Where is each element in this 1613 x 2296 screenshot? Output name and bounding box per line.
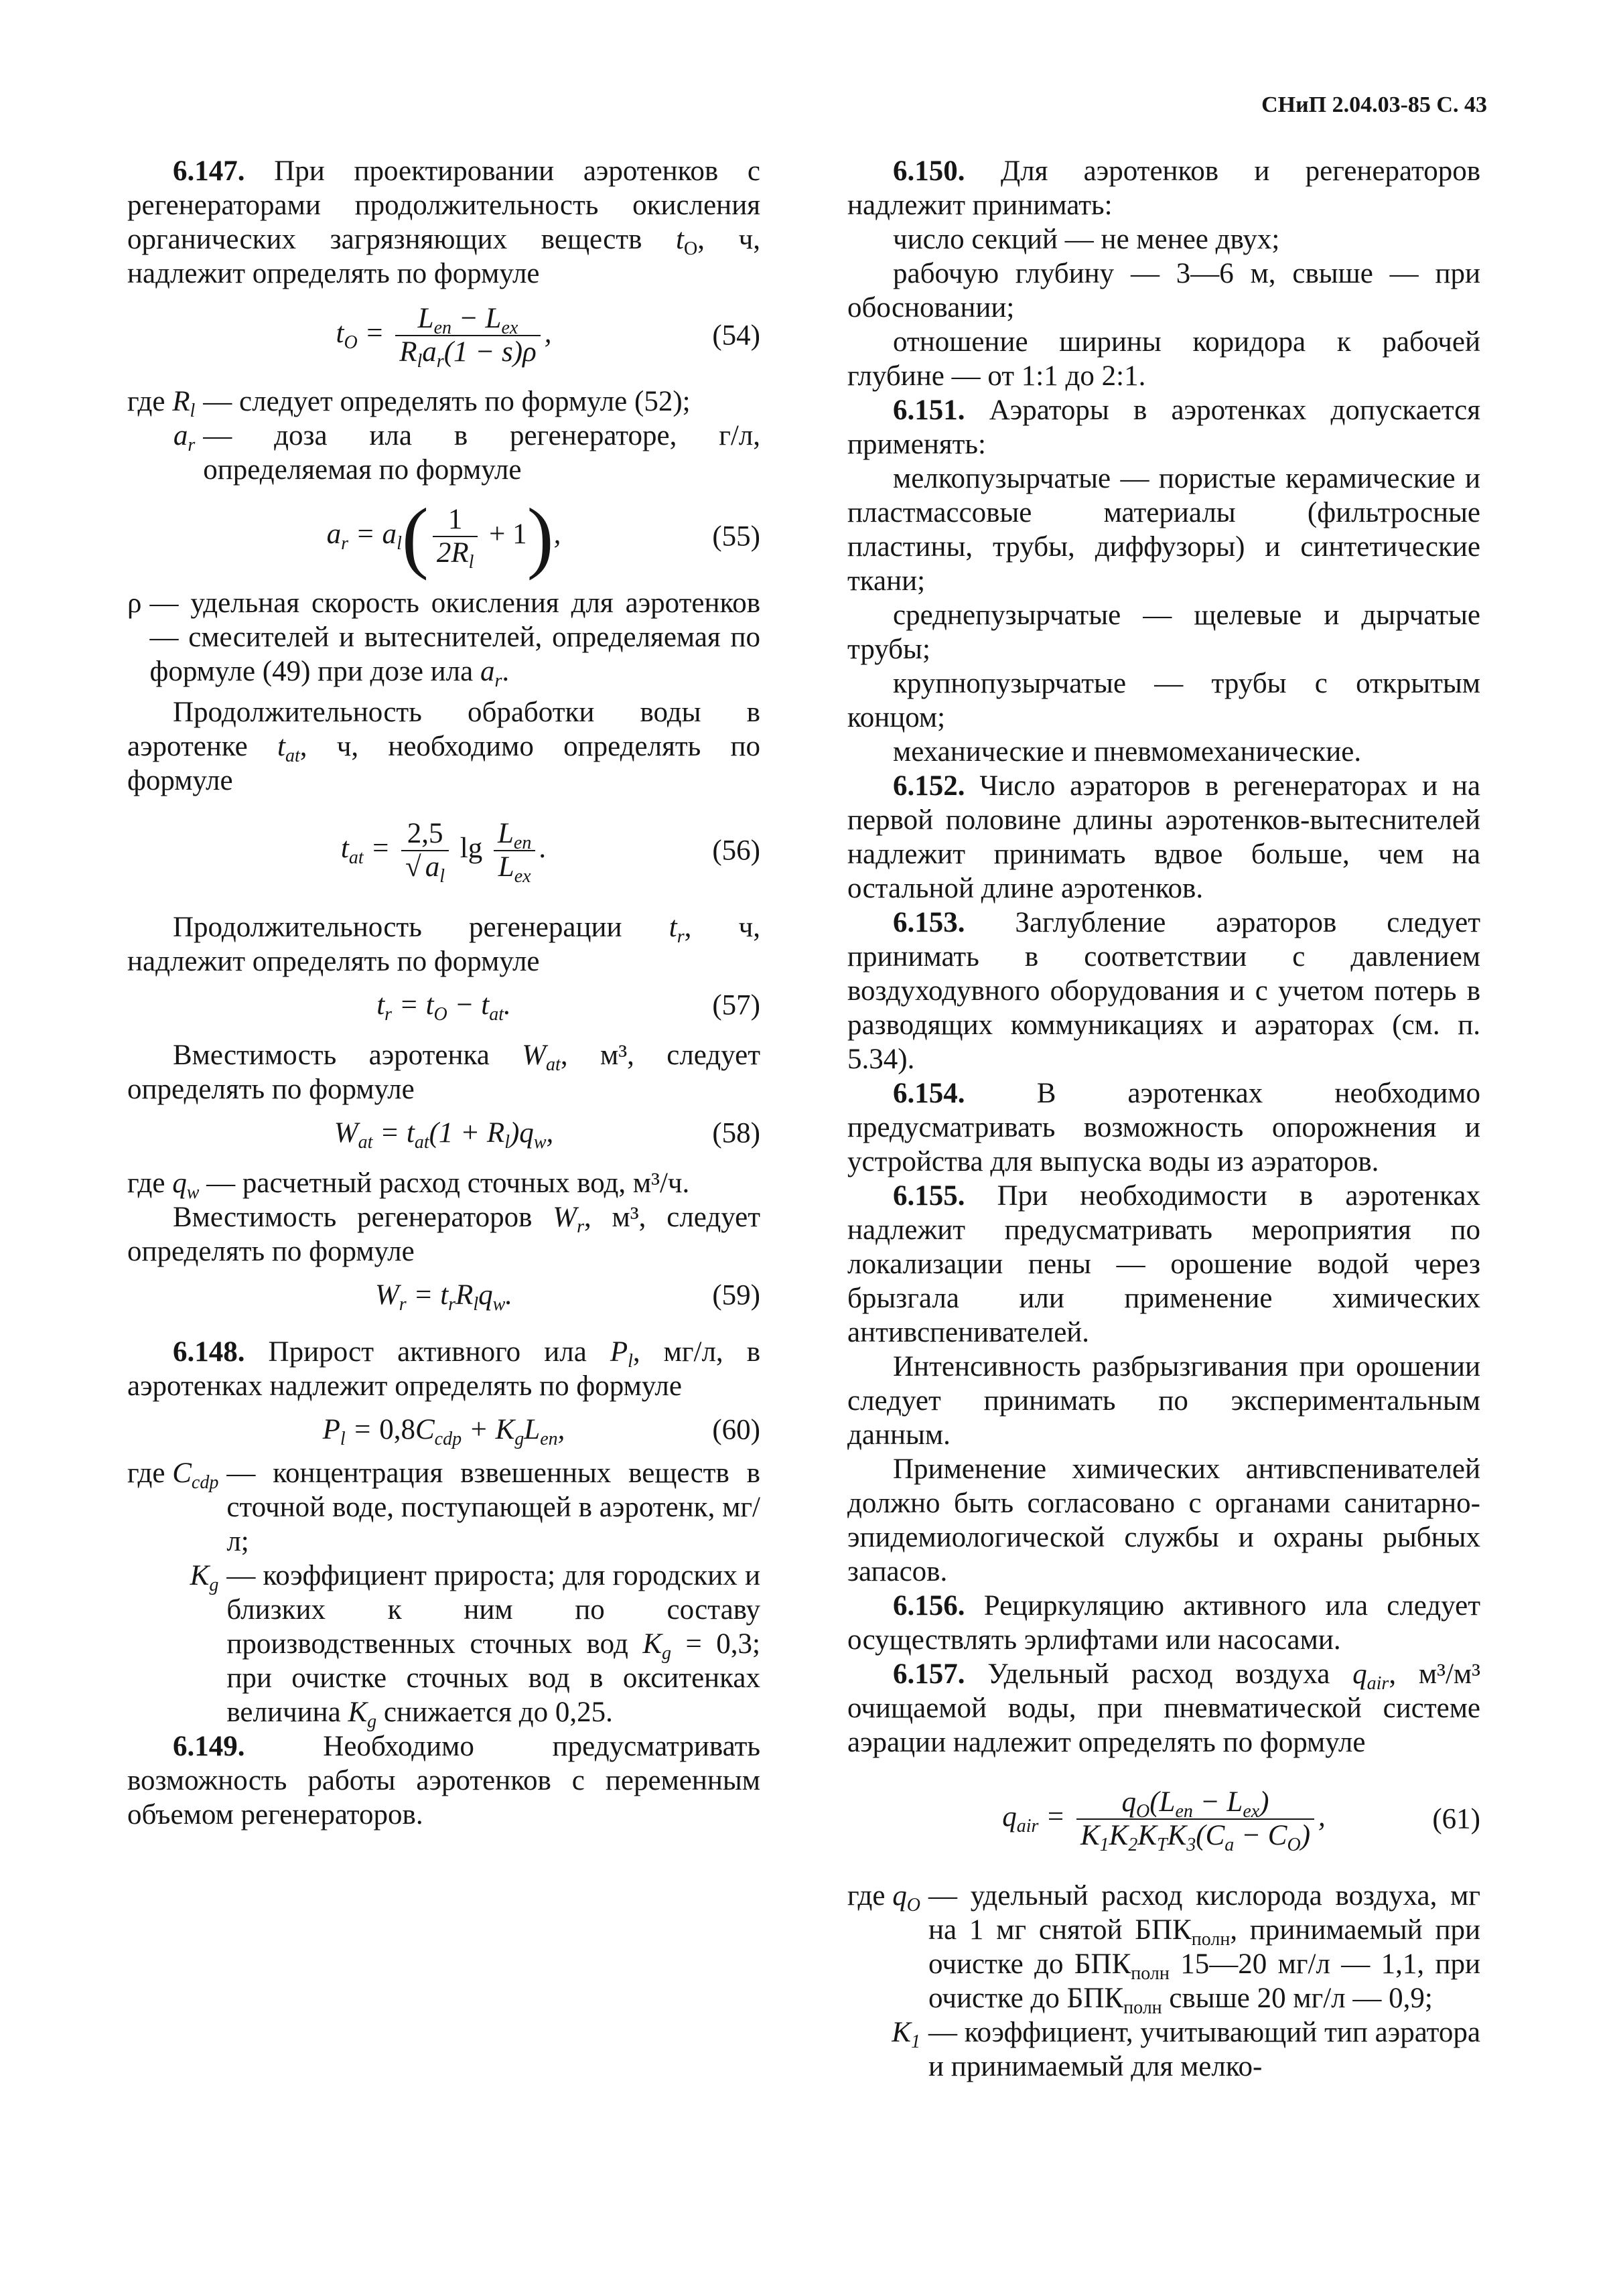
formula-55: $a_r = a_l$( $\frac{1}{2R_l}$ + 1), (55) <box>326 492 760 581</box>
paragraph-6-151: 6.151. Аэраторы в аэротенках допускается применять: <box>847 394 1481 460</box>
paragraph-6-155-c: Применение химических антивспенивателей должно быть согласовано с органами санитарно-эпидемиологической службы и охраны рыбных запасов. <box>847 1453 1480 1587</box>
paragraph-6-150: 6.150. Для аэротенков и регенераторов надлежит принимать: <box>847 155 1481 221</box>
left-column <box>127 154 760 1832</box>
definitions-54: где $R_l$ — следует определять по формуле (52); $a_r$ — доза ила в регенераторе, г/л, определяемая по формуле <box>127 386 760 486</box>
paragraph-6-152: 6.152. Число аэраторов в регенераторах и на первой половине длины аэротенков-вытеснителей надлежит принимать вдвое больше, чем на остальной длине аэротенков. <box>847 770 1481 904</box>
definitions-55: ρ — удельная скорость окисления для аэротенков — смесителей и вытеснителей, определяемая по формуле (49) при дозе ила $a_r$. <box>127 587 760 691</box>
formula-58: $W_{at} = t_{at}(1 + R_l)q_w$, (58) <box>334 1117 760 1153</box>
paragraph-tr: Продолжительность регенерации $t_r$, ч, надлежит определять по формуле <box>127 912 761 977</box>
formula-57: $t_r = t_O - t_{at}$. (57) <box>376 989 760 1025</box>
list-item: отношение ширины коридора к рабочей глубине — от 1:1 до 2:1. <box>847 326 1480 392</box>
definitions-60: где $C_{cdp}$ — концентрация взвешенных веществ в сточной воде, поступающей в аэротенк, мг/л; $K_g$ — коэффициент прироста; для городских и близких к ним по составу производственных сточных вод $K_g = 0,3$; при очистке сточных вод в окситенках величина $K_g$ снижается до 0,25. <box>127 1457 760 1732</box>
definitions-61: где $q_O$ — удельный расход кислорода воздуха, мг на 1 мг снятой $БПК_{полн}$, принимаемый при очистке до $БПК_{полн}$ 15—20 мг/л — 1,1, при очистке до $БПК_{полн}$ свыше 20 мг/л — 0,9; $K_1$ — коэффициент, учитывающий тип аэратора и принимаемый для мелко- <box>847 1880 1481 2082</box>
right-column <box>847 154 1480 2084</box>
formula-60: $P_l = 0,8C_{cdp} + K_gL_{en}$, (60) <box>322 1414 760 1449</box>
paragraph-6-156: 6.156. Рециркуляцию активного ила следует осуществлять эрлифтами или насосами. <box>847 1590 1480 1656</box>
paragraph-tat: Продолжительность обработки воды в аэротенке $t_{at}$, ч, необходимо определять по формуле <box>127 697 760 796</box>
formula-59: $W_r = t_rR_lq_w$. (59) <box>374 1279 760 1315</box>
paragraph-6-149: 6.149. Необходимо предусматривать возможность работы аэротенков с переменным объемом регенераторов. <box>127 1731 760 1831</box>
paragraph-6-155: 6.155. При необходимости в аэротенках надлежит предусматривать мероприятия по локализации пены — орошение водой через брызгала или применение химических антивспенивателей. <box>847 1180 1481 1348</box>
page-header: СНиП 2.04.03-85 С. 43 <box>1261 92 1487 117</box>
formula-56: $t_{at}$ = $\frac{2,5}{√ a_l}$ lg $\frac{L_{en}}{L_{ex}}$ . (56) <box>340 818 760 887</box>
paragraph-6-157: 6.157. Удельный расход воздуха $q_{air}$, м³/м³ очищаемой воды, при пневматической системе аэрации надлежит определять по формуле <box>847 1658 1481 1758</box>
list-item: мелкопузырчатые — пористые керамические и пластмассовые материалы (фильтросные пластины, трубы, диффузоры) и синтетические ткани; <box>847 463 1480 597</box>
paragraph-6-153: 6.153. Заглубление аэраторов следует принимать в соответствии с давлением воздуходувного оборудования и с учетом потерь в разводящих коммуникациях и аэраторах (см. п. 5.34). <box>847 907 1480 1075</box>
paragraph-6-147: 6.147. При проектировании аэротенков с регенераторами продолжительность окисления органических загрязняющих веществ $t_O$, ч, надлежит определять по формуле <box>127 155 760 289</box>
list-item: механические и пневмомеханические. <box>893 736 1362 768</box>
list-item: крупнопузырчатые — трубы с открытым концом; <box>847 668 1480 733</box>
list-item: число секций — не менее двух; <box>893 224 1280 255</box>
paragraph-6-154: 6.154. В аэротенках необходимо предусматривать возможность опорожнения и устройства для выпуска воды из аэраторов. <box>847 1078 1480 1177</box>
list-item: среднепузырчатые — щелевые и дырчатые трубы; <box>847 599 1480 665</box>
list-item: рабочую глубину — 3—6 м, свыше — при обосновании; <box>847 258 1480 324</box>
paragraph-wr: Вместимость регенераторов $W_r$, м³, следует определять по формуле <box>127 1202 761 1267</box>
paragraph-wat: Вместимость аэротенка $W_{at}$, м³, следует определять по формуле <box>127 1039 760 1105</box>
formula-54: $t_O$ = $\frac{L_{en} - L_{ex}}{R_la_r(1 - s)\rho}$ , (54) <box>336 303 760 372</box>
paragraph-qw: где $q_w$ — расчетный расход сточных вод, м³/ч. <box>127 1167 690 1203</box>
paragraph-6-155-b: Интенсивность разбрызгивания при орошении следует принимать по экспериментальным данным. <box>847 1351 1480 1451</box>
paragraph-6-148: 6.148. Прирост активного ила $P_l$, мг/л, в аэротенках надлежит определять по формуле <box>127 1336 761 1402</box>
formula-61: $q_{air}$ = $\frac{q_O(L_{en} - L_{ex})}{K_1K_2K_TK_3(C_a - C_O)}$ , (61) <box>1002 1786 1480 1855</box>
